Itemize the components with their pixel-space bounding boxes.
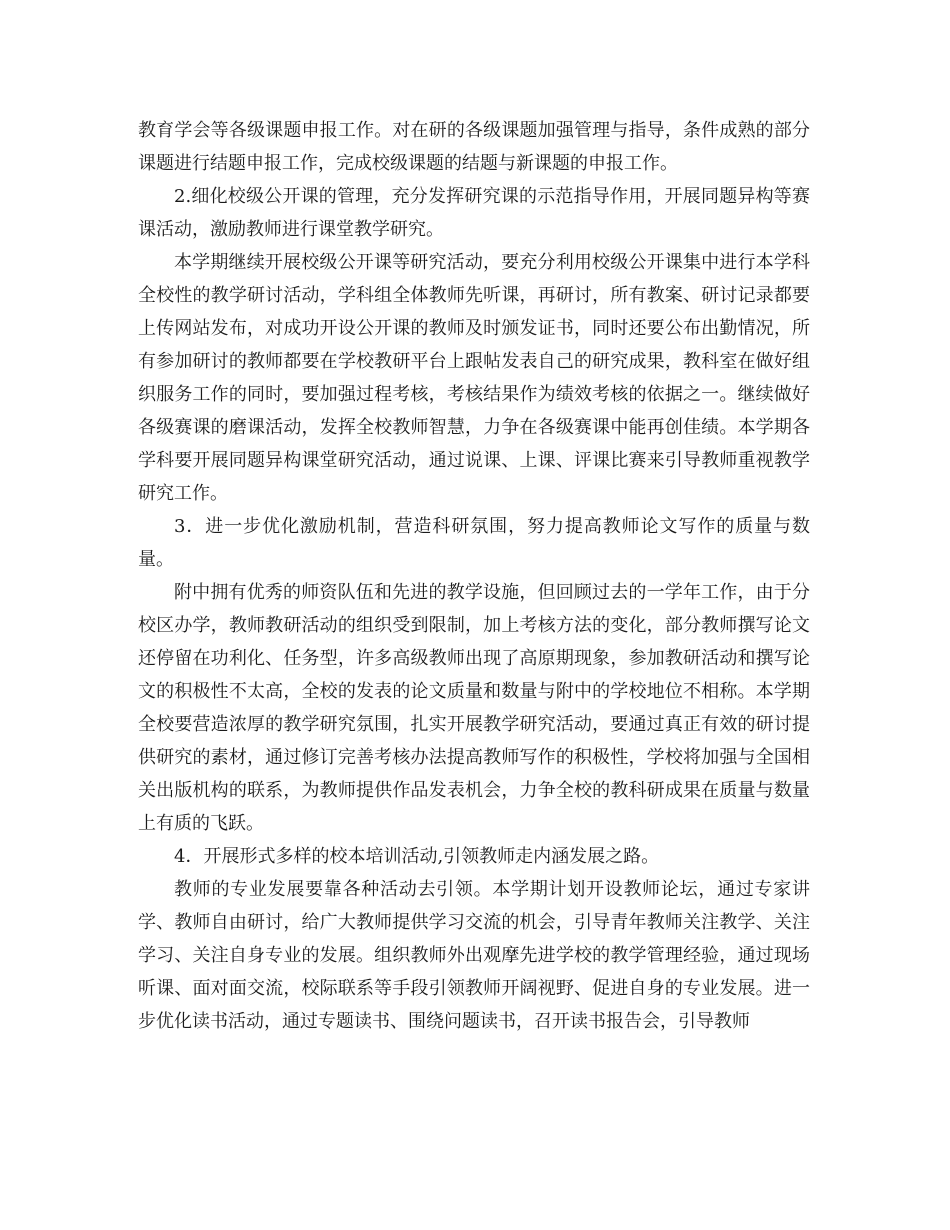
paragraph-3: 本学期继续开展校级公开课等研究活动，要充分利用校级公开课集中进行本学科全校性的教学研讨活动，学科组全体教师先听课，再研讨，所有教案、研讨记录都要上传网站发布，对成功开设公开课的教师及时颁发证书，同时还要公布出勤情况，所有参加研讨的教师都要在学校教研平台上跟帖发表自己的研究成果，教科室在做好组织服务工作的同时，要加强过程考核，考核结果作为绩效考核的依据之一。继续做好各级赛课的磨课活动，发挥全校教师智慧，力争在各级赛课中能再创佳绩。本学期各学科要开展同题异构课堂研究活动，通过说课、上课、评课比赛来引导教师重视教学研究工作。 xyxy=(138,252,810,504)
document-page xyxy=(138,114,810,1038)
paragraph-1: 教育学会等各级课题申报工作。对在研的各级课题加强管理与指导，条件成熟的部分课题进行结题申报工作，完成校级课题的结题与新课题的申报工作。 xyxy=(138,120,810,174)
paragraph-4-heading: 3．进一步优化激励机制，营造科研氛围，努力提高教师论文写作的质量与数量。 xyxy=(138,516,810,570)
paragraph-2-heading: 2.细化校级公开课的管理，充分发挥研究课的示范指导作用，开展同题异构等赛课活动，激励教师进行课堂教学研究。 xyxy=(138,186,810,240)
paragraph-5: 附中拥有优秀的师资队伍和先进的教学设施，但回顾过去的一学年工作，由于分校区办学，教师教研活动的组织受到限制，加上考核方法的变化，部分教师撰写论文还停留在功利化、任务型，许多高级教师出现了高原期现象，参加教研活动和撰写论文的积极性不太高，全校的发表的论文质量和数量与附中的学校地位不相称。本学期全校要营造浓厚的教学研究氛围，扎实开展教学研究活动，要通过真正有效的研讨提供研究的素材，通过修订完善考核办法提高教师写作的积极性，学校将加强与全国相关出版机构的联系，为教师提供作品发表机会，力争全校的教科研成果在质量与数量上有质的飞跃。 xyxy=(138,582,810,834)
paragraph-7: 教师的专业发展要靠各种活动去引领。本学期计划开设教师论坛，通过专家讲学、教师自由研讨，给广大教师提供学习交流的机会，引导青年教师关注教学、关注学习、关注自身专业的发展。组织教师外出观摩先进学校的教学管理经验，通过现场听课、面对面交流，校际联系等手段引领教师开阔视野、促进自身的专业发展。进一步优化读书活动，通过专题读书、围绕问题读书，召开读书报告会，引导教师 xyxy=(138,879,810,1032)
paragraph-6-heading: 4．开展形式多样的校本培训活动,引领教师走内涵发展之路。 xyxy=(174,846,660,867)
